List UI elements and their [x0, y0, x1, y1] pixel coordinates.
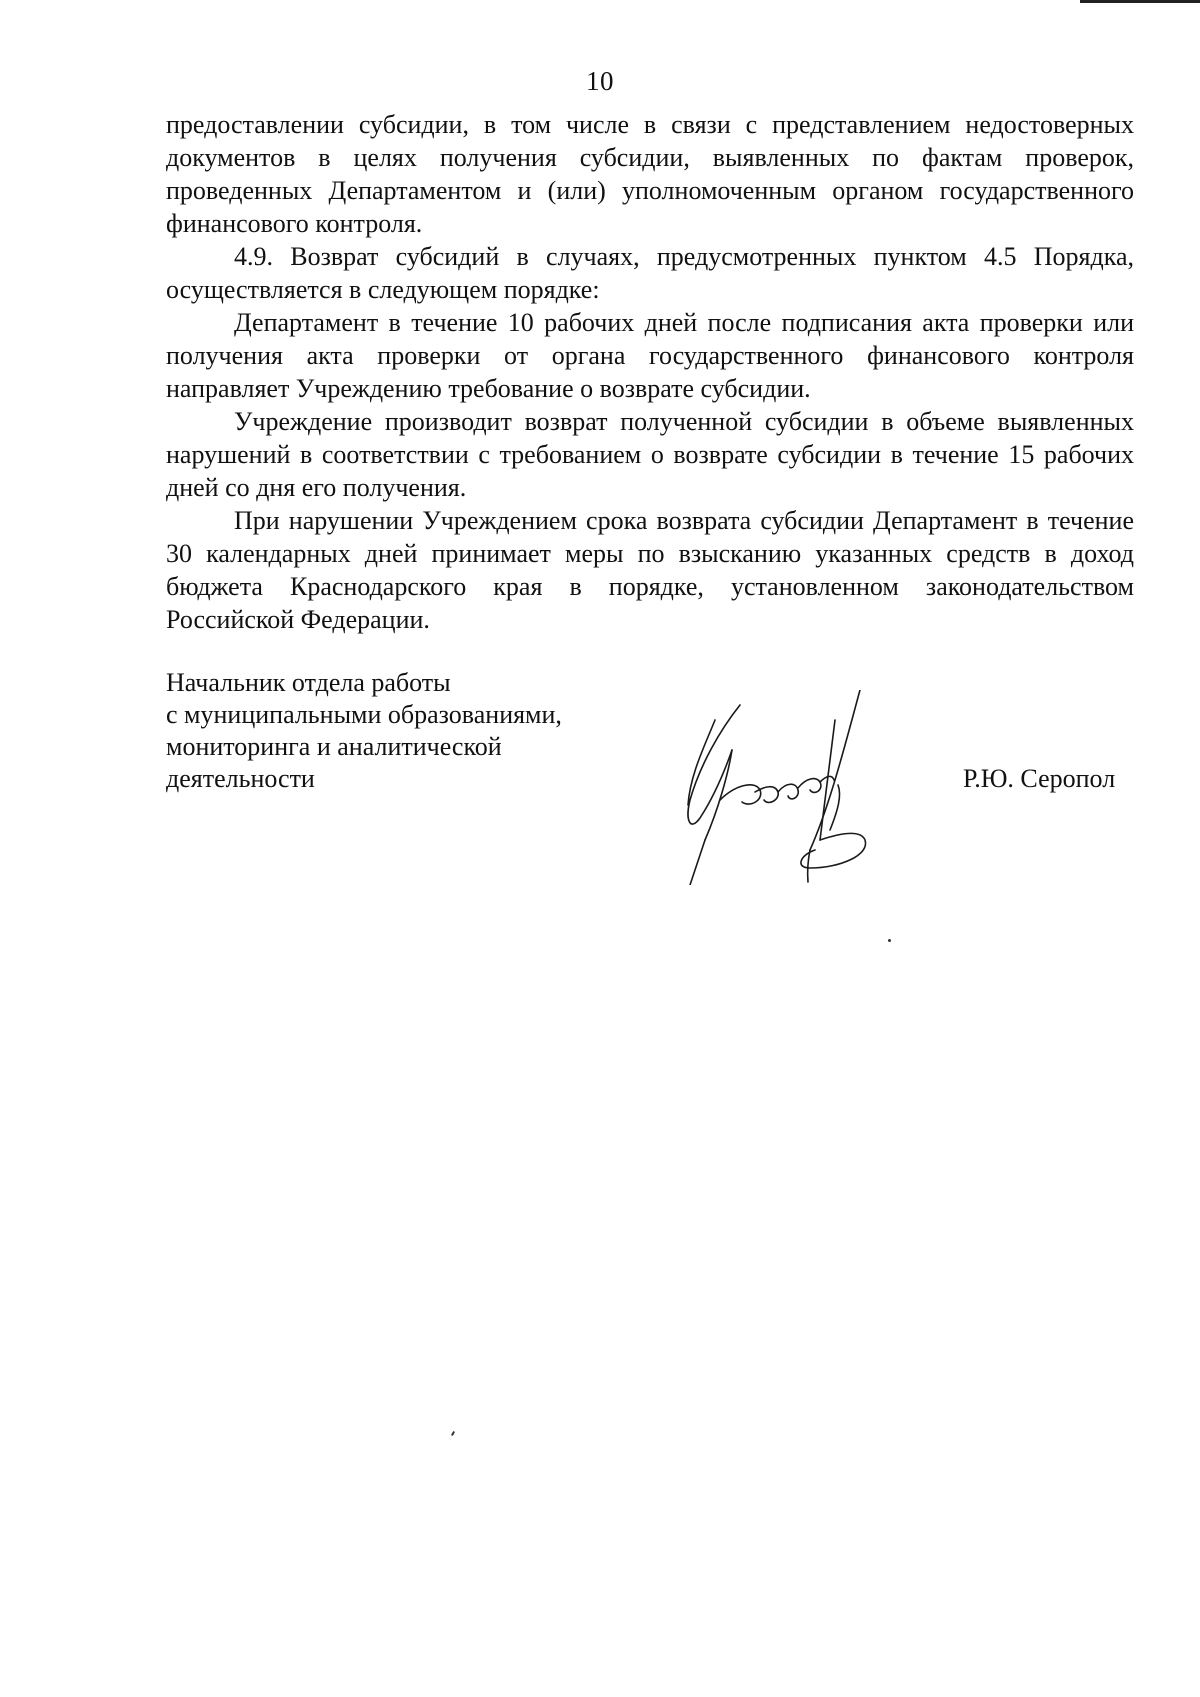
- paragraph-continuation: предоставлении субсидии, в том числе в связи с представлением недостоверных документов в целях получения субсидии, выявленных по фактам проверок, проведенных Департаментом и (или) уполномоченным органом государственного финансового контроля.: [166, 110, 1134, 238]
- scan-edge-mark: [1080, 0, 1200, 3]
- page-number: 10: [586, 66, 614, 96]
- handwritten-signature: [660, 690, 930, 885]
- signatory-title-line: Начальник отдела работы: [166, 668, 451, 697]
- signer-name: Р.Ю. Серопол: [963, 764, 1116, 793]
- signatory-title-line: с муниципальными образованиями,: [166, 700, 562, 729]
- paragraph-department-deadline: Департамент в течение 10 рабочих дней после подписания акта проверки или получения акта проверки от органа государственного финансового контроля направляет Учреждению требование о возврате субсидии.: [166, 308, 1134, 403]
- document-body: [166, 108, 1134, 636]
- scan-speck: [888, 939, 891, 942]
- scan-speck: [451, 1431, 455, 1436]
- paragraph-violation-recovery: При нарушении Учреждением срока возврата субсидии Департамент в течение 30 календарных дней принимает меры по взысканию указанных средств в доход бюджета Краснодарского края в порядке, установленном законодательством Российской Федерации.: [166, 506, 1134, 634]
- signatory-title-line: деятельности: [166, 764, 315, 793]
- signatory-title-line: мониторинга и аналитической: [166, 732, 502, 761]
- signatory-title: [166, 667, 562, 795]
- paragraph-clause-4-9: 4.9. Возврат субсидий в случаях, предусмотренных пунктом 4.5 Порядка, осуществляется в следующем порядке:: [166, 242, 1134, 304]
- paragraph-institution-refund: Учреждение производит возврат полученной субсидии в объеме выявленных нарушений в соответствии с требованием о возврате субсидии в течение 15 рабочих дней со дня его получения.: [166, 407, 1134, 502]
